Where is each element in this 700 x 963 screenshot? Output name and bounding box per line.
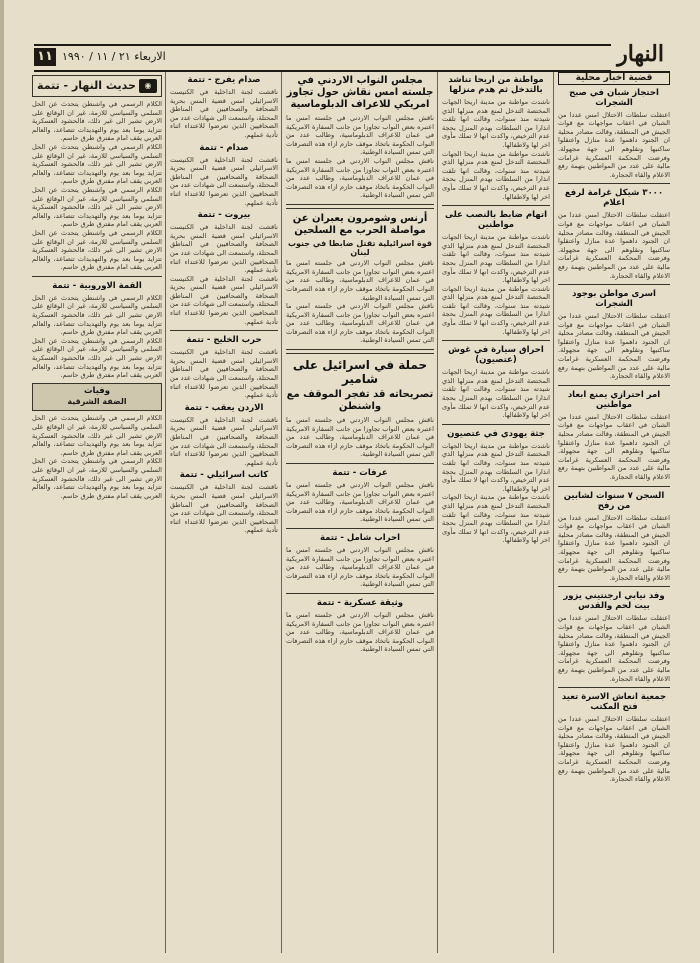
masthead-title: النهار [617, 41, 664, 67]
section-label: قضية اخبار محلية [558, 72, 670, 85]
headline: عرفات - تتمة [332, 468, 388, 479]
article-body: اعتقلت سلطات الاحتلال امس عددا من الشبان في اعقاب مواجهات مع قوات الجيش في المنطقة، وقالت مصادر محلية ان الجنود داهموا عدة منازل واعتقلوا ساكنيها ونقلوهم الى جهة مجهولة. وفرضت المحكمة العسكرية غرامات مالية على عدد من المواطنين بتهمة رفع الاعلام والقاء الحجارة. [558, 412, 670, 481]
article-body: اعتقلت سلطات الاحتلال امس عددا من الشبان في اعقاب مواجهات مع قوات الجيش في المنطقة، وقالت مصادر محلية ان الجنود داهموا عدة منازل واعتقلوا ساكنيها ونقلوهم الى جهة مجهولة. وفرضت المحكمة العسكرية غرامات مالية على عدد من المواطنين بتهمة رفع الاعلام والقاء الحجارة. [558, 312, 670, 381]
column-title-box [32, 75, 162, 97]
article-body: ناقش مجلس النواب الاردني في جلسته امس ما اعتبره بعض النواب تجاوزا من جانب السفارة الامريكية في عمان للاعراف الدبلوماسية، وطالب عدد من النواب الحكومة باتخاذ موقف حازم ازاء هذه التصرفات التي تمس السيادة الوطنية. [286, 114, 434, 157]
subheadline: قوة اسرائيلية تقتل ضابطا في جنوب لبنان [287, 238, 432, 257]
headline: احتجاز شبان في صبح الشجرات [569, 87, 659, 108]
article-body: اعتقلت سلطات الاحتلال امس عددا من الشبان في اعقاب مواجهات مع قوات الجيش في المنطقة، وقالت مصادر محلية ان الجنود داهموا عدة منازل واعتقلوا ساكنيها ونقلوهم الى جهة مجهولة. وفرضت المحكمة العسكرية غرامات مالية على عدد من المواطنين بتهمة رفع الاعلام والقاء الحجارة. [558, 614, 670, 683]
column-opinion [32, 72, 162, 953]
article-body: ناقش مجلس النواب الاردني في جلسته امس ما اعتبره بعض النواب تجاوزا من جانب السفارة الامريكية في عمان للاعراف الدبلوماسية، وطالب عدد من النواب الحكومة باتخاذ موقف حازم ازاء هذه التصرفات التي تمس السيادة الوطنية. [286, 416, 434, 459]
headline: جثة يهودي في عتصيون [447, 428, 545, 439]
headline: ٣٠٠٠ شيكل غرامة لرفع اعلام [564, 188, 664, 209]
page-header [34, 41, 670, 72]
column-main-news [286, 72, 434, 953]
page-number: ١١ [34, 48, 56, 66]
issue-date: الاربعاء ٢١ / ١١ / ١٩٩٠ [62, 50, 166, 63]
article-body: ناقش مجلس النواب الاردني في جلسته امس ما اعتبره بعض النواب تجاوزا من جانب السفارة الامريكية في عمان للاعراف الدبلوماسية، وطالب عدد من النواب الحكومة باتخاذ موقف حازم ازاء هذه التصرفات التي تمس السيادة الوطنية. [286, 610, 434, 654]
article-body: ناقشت لجنة الداخلية في الكنيست الاسرائيلي امس قضية المس بحرية الصحافة والصحافيين في المناطق المحتلة، واستمعت الى شهادات عدد من الصحافيين الذين تعرضوا للاعتداء اثناء تأدية عملهم. [170, 88, 278, 139]
headline-lead: مجلس النواب الاردني في جلسته امس نقاش حول تجاوز امريكي للاعراف الدبلوماسية [286, 75, 434, 110]
headline: بيروت - تتمة [197, 210, 251, 221]
article-body: اعتقلت سلطات الاحتلال امس عددا من الشبان في اعقاب مواجهات مع قوات الجيش في المنطقة، وقالت مصادر محلية ان الجنود داهموا عدة منازل واعتقلوا ساكنيها ونقلوهم الى جهة مجهولة. وفرضت المحكمة العسكرية غرامات مالية على عدد من المواطنين بتهمة رفع الاعلام والقاء الحجارة. [558, 513, 670, 582]
headline: القمة الاوروبية - تتمة [52, 280, 142, 291]
article-body: ناقشت لجنة الداخلية في الكنيست الاسرائيلي امس قضية المس بحرية الصحافة والصحافيين في المناطق المحتلة، واستمعت الى شهادات عدد من الصحافيين الذين تعرضوا للاعتداء اثناء تأدية عملهم. [170, 348, 278, 400]
headline: مواطنة من اريحا تناشد بالتدخل ثم هدم منزلها [448, 75, 544, 95]
article-body: ناشدت مواطنة من مدينة اريحا الجهات المختصة التدخل لمنع هدم منزلها الذي شيدته منذ سنوات، وقالت انها تلقت انذارا من السلطات بهدم المنزل بحجة عدم الترخيص، واكدت انها لا تملك مأوى اخر لها ولاطفالها. [442, 493, 550, 545]
article-body: ناقش مجلس النواب الاردني في جلسته امس ما اعتبره بعض النواب تجاوزا من جانب السفارة الامريكية في عمان للاعراف الدبلوماسية، وطالب عدد من النواب الحكومة باتخاذ موقف حازم ازاء هذه التصرفات التي تمس السيادة الوطنية. [286, 546, 434, 589]
article-body: ناقش مجلس النواب الاردني في جلسته امس ما اعتبره بعض النواب تجاوزا من جانب السفارة الامريكية في عمان للاعراف الدبلوماسية، وطالب عدد من النواب الحكومة باتخاذ موقف حازم ازاء هذه التصرفات التي تمس السيادة الوطنية. [286, 481, 434, 524]
article-body: ناقش مجلس النواب الاردني في جلسته امس ما اعتبره بعض النواب تجاوزا من جانب السفارة الامريكية في عمان للاعراف الدبلوماسية، وطالب عدد من النواب الحكومة باتخاذ موقف حازم ازاء هذه التصرفات التي تمس السيادة الوطنية. [286, 156, 434, 200]
headline: كاتب اسرائيلي - تتمة [179, 470, 269, 481]
column-local-news [558, 72, 670, 953]
column-logo [37, 79, 157, 93]
article-body: الكلام الرسمي في واشنطن يتحدث عن الحل السلمي والسياسي للازمة، غير ان الوقائع على الارض تشير الى غير ذلك، فالحشود العسكرية تتزايد يوما بعد يوم والتهديدات تتصاعد، والعالم العربي يقف امام مفترق طرق حاسم. [32, 414, 162, 457]
headline: صدام يفرج - تتمة [187, 75, 261, 85]
article-body: ناشدت مواطنة من مدينة اريحا الجهات المختصة التدخل لمنع هدم منزلها الذي شيدته منذ سنوات، وقالت انها تلقت انذارا من السلطات بهدم المنزل بحجة عدم الترخيص، واكدت انها لا تملك مأوى اخر لها ولاطفالها. [442, 98, 550, 149]
article-body: ناشدت مواطنة من مدينة اريحا الجهات المختصة التدخل لمنع هدم منزلها الذي شيدته منذ سنوات، وقالت انها تلقت انذارا من السلطات بهدم المنزل بحجة عدم الترخيص، واكدت انها لا تملك مأوى اخر لها ولاطفالها. [442, 441, 550, 493]
column-local-2 [442, 72, 550, 953]
headline-deck: تصريحاته قد تفجر الموقف مع واشنطن [286, 389, 434, 413]
article-body: ناشدت مواطنة من مدينة اريحا الجهات المختصة التدخل لمنع هدم منزلها الذي شيدته منذ سنوات، وقالت انها تلقت انذارا من السلطات بهدم المنزل بحجة عدم الترخيص، واكدت انها لا تملك مأوى اخر لها ولاطفالها. [442, 284, 550, 336]
headline: السجن ٧ سنوات لشابين من رفح [563, 490, 665, 511]
headline: جمعية انعاش الاسرة تعيد فتح المكتب [561, 692, 667, 713]
headline: أرنس وشومرون يعبران عن مواصلة الحرب مع السلحين [292, 212, 428, 236]
article-body: اعتقلت سلطات الاحتلال امس عددا من الشبان في اعقاب مواجهات مع قوات الجيش في المنطقة، وقالت مصادر محلية ان الجنود داهموا عدة منازل واعتقلوا ساكنيها ونقلوهم الى جهة مجهولة. وفرضت المحكمة العسكرية غرامات مالية على عدد من المواطنين بتهمة رفع الاعلام والقاء الحجارة. [558, 211, 670, 280]
masthead [611, 41, 670, 71]
column-title: حديث النهار - تتمة [37, 78, 136, 92]
article-body: الكلام الرسمي في واشنطن يتحدث عن الحل السلمي والسياسي للازمة، غير ان الوقائع على الارض تشير الى غير ذلك، فالحشود العسكرية تتزايد يوما بعد يوم والتهديدات تتصاعد، والعالم العربي يقف امام مفترق طرق حاسم. [32, 228, 162, 272]
article-body: ناقشت لجنة الداخلية في الكنيست الاسرائيلي امس قضية المس بحرية الصحافة والصحافيين في المناطق المحتلة، واستمعت الى شهادات عدد من الصحافيين الذين تعرضوا للاعتداء اثناء تأدية عملهم. [170, 483, 278, 535]
headline: وثيقة عسكرية - تتمة [316, 597, 404, 608]
article-body: الكلام الرسمي في واشنطن يتحدث عن الحل السلمي والسياسي للازمة، غير ان الوقائع على الارض تشير الى غير ذلك، فالحشود العسكرية تتزايد يوما بعد يوم والتهديدات تتصاعد، والعالم العربي يقف امام مفترق طرق حاسم. [32, 142, 162, 186]
article-body: الكلام الرسمي في واشنطن يتحدث عن الحل السلمي والسياسي للازمة، غير ان الوقائع على الارض تشير الى غير ذلك، فالحشود العسكرية تتزايد يوما بعد يوم والتهديدات تتصاعد، والعالم العربي يقف امام مفترق طرق حاسم. [32, 457, 162, 500]
headline: امر احترازي يمنع ابعاد مواطنين [567, 389, 661, 410]
article-body: ناقشت لجنة الداخلية في الكنيست الاسرائيلي امس قضية المس بحرية الصحافة والصحافيين في المناطق المحتلة، واستمعت الى شهادات عدد من الصحافيين الذين تعرضوا للاعتداء اثناء تأدية عملهم. [170, 223, 278, 275]
article-body: ناشدت مواطنة من مدينة اريحا الجهات المختصة التدخل لمنع هدم منزلها الذي شيدته منذ سنوات، وقالت انها تلقت انذارا من السلطات بهدم المنزل بحجة عدم الترخيص، واكدت انها لا تملك مأوى اخر لها ولاطفالها. [442, 368, 550, 420]
headline: اتهام ضابط بالنصب على مواطنين [444, 210, 547, 231]
headline-major: حملة في اسرائيل على شامير [292, 358, 428, 387]
headline: صدام - تتمة [199, 142, 249, 153]
headline: حرب الخليج - تتمة [186, 335, 262, 346]
obituaries-subtitle: الضفة الشرقية [67, 396, 127, 406]
article-body: ناقشت لجنة الداخلية في الكنيست الاسرائيلي امس قضية المس بحرية الصحافة والصحافيين في المناطق المحتلة، واستمعت الى شهادات عدد من الصحافيين الذين تعرضوا للاعتداء اثناء تأدية عملهم. [170, 415, 278, 467]
article-body: ناقش مجلس النواب الاردني في جلسته امس ما اعتبره بعض النواب تجاوزا من جانب السفارة الامريكية في عمان للاعراف الدبلوماسية، وطالب عدد من النواب الحكومة باتخاذ موقف حازم ازاء هذه التصرفات التي تمس السيادة الوطنية. [286, 259, 434, 302]
headline: الاردن يعقب - تتمة [184, 402, 264, 413]
article-body: ناقشت لجنة الداخلية في الكنيست الاسرائيلي امس قضية المس بحرية الصحافة والصحافيين في المناطق المحتلة، واستمعت الى شهادات عدد من الصحافيين الذين تعرضوا للاعتداء اثناء تأدية عملهم. [170, 155, 278, 207]
article-body: اعتقلت سلطات الاحتلال امس عددا من الشبان في اعقاب مواجهات مع قوات الجيش في المنطقة، وقالت مصادر محلية ان الجنود داهموا عدة منازل واعتقلوا ساكنيها ونقلوهم الى جهة مجهولة. وفرضت المحكمة العسكرية غرامات مالية على عدد من المواطنين بتهمة رفع الاعلام والقاء الحجارة. [558, 715, 670, 784]
headline: اسرى مواطن بوجود الشجرات [572, 289, 656, 310]
article-body: الكلام الرسمي في واشنطن يتحدث عن الحل السلمي والسياسي للازمة، غير ان الوقائع على الارض تشير الى غير ذلك، فالحشود العسكرية تتزايد يوما بعد يوم والتهديدات تتصاعد، والعالم العربي يقف امام مفترق طرق حاسم. [32, 293, 162, 337]
column-continuations [170, 72, 278, 953]
headline: احراب شامل - تتمة [319, 533, 401, 543]
headline: وفد نيابي ارجنتيني يزور بيت لحم والقدس [563, 591, 665, 612]
article-body: ناشدت مواطنة من مدينة اريحا الجهات المختصة التدخل لمنع هدم منزلها الذي شيدته منذ سنوات، وقالت انها تلقت انذارا من السلطات بهدم المنزل بحجة عدم الترخيص، واكدت انها لا تملك مأوى اخر لها ولاطفالها. [442, 149, 550, 201]
article-body: اعتقلت سلطات الاحتلال امس عددا من الشبان في اعقاب مواجهات مع قوات الجيش في المنطقة، وقالت مصادر محلية ان الجنود داهموا عدة منازل واعتقلوا ساكنيها ونقلوهم الى جهة مجهولة. وفرضت المحكمة العسكرية غرامات مالية على عدد من المواطنين بتهمة رفع الاعلام والقاء الحجارة. [558, 110, 670, 179]
article-body: الكلام الرسمي في واشنطن يتحدث عن الحل السلمي والسياسي للازمة، غير ان الوقائع على الارض تشير الى غير ذلك، فالحشود العسكرية تتزايد يوما بعد يوم والتهديدات تتصاعد، والعالم العربي يقف امام مفترق طرق حاسم. [32, 100, 162, 143]
obituaries-box [32, 383, 162, 412]
article-body: ناشدت مواطنة من مدينة اريحا الجهات المختصة التدخل لمنع هدم منزلها الذي شيدته منذ سنوات، وقالت انها تلقت انذارا من السلطات بهدم المنزل بحجة عدم الترخيص، واكدت انها لا تملك مأوى اخر لها ولاطفالها. [442, 233, 550, 285]
headline: احراق سيارة في غوش (عتصيون) [448, 345, 544, 366]
article-body: الكلام الرسمي في واشنطن يتحدث عن الحل السلمي والسياسي للازمة، غير ان الوقائع على الارض تشير الى غير ذلك، فالحشود العسكرية تتزايد يوما بعد يوم والتهديدات تتصاعد، والعالم العربي يقف امام مفترق طرق حاسم. [32, 336, 162, 380]
article-body: الكلام الرسمي في واشنطن يتحدث عن الحل السلمي والسياسي للازمة، غير ان الوقائع على الارض تشير الى غير ذلك، فالحشود العسكرية تتزايد يوما بعد يوم والتهديدات تتصاعد، والعالم العربي يقف امام مفترق طرق حاسم. [32, 185, 162, 229]
obituaries-title: وفيات [83, 385, 111, 396]
article-body: ناقش مجلس النواب الاردني في جلسته امس ما اعتبره بعض النواب تجاوزا من جانب السفارة الامريكية في عمان للاعراف الدبلوماسية، وطالب عدد من النواب الحكومة باتخاذ موقف حازم ازاء هذه التصرفات التي تمس السيادة الوطنية. [286, 302, 434, 345]
article-body: ناقشت لجنة الداخلية في الكنيست الاسرائيلي امس قضية المس بحرية الصحافة والصحافيين في المناطق المحتلة، واستمعت الى شهادات عدد من الصحافيين الذين تعرضوا للاعتداء اثناء تأدية عملهم. [170, 274, 278, 326]
column-mark-icon: ◉ [139, 79, 157, 93]
